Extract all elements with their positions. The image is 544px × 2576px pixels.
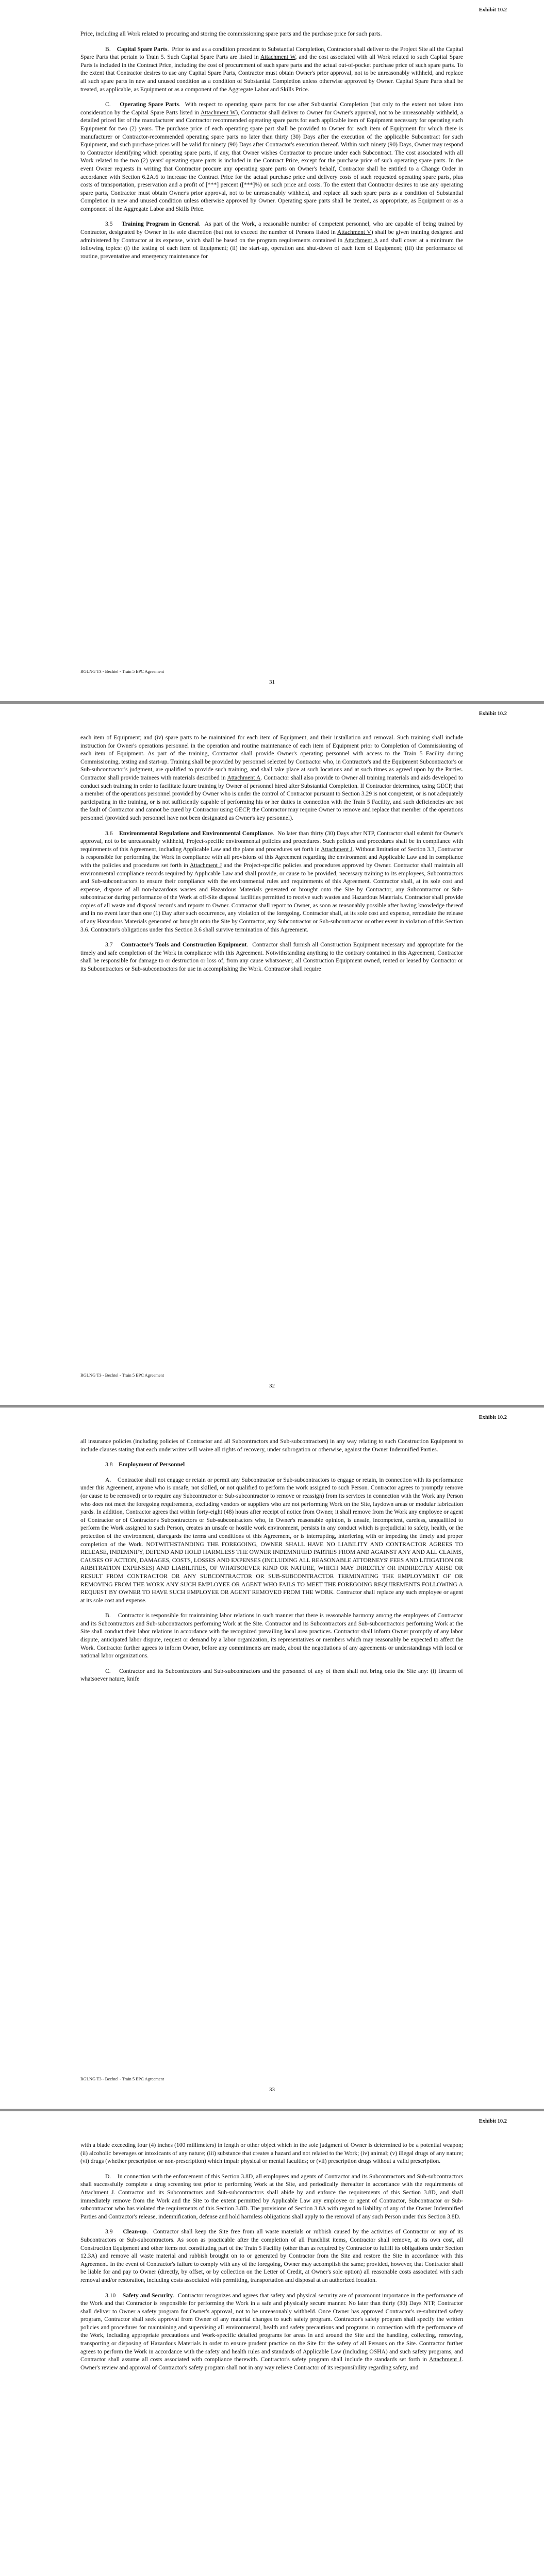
attachment-reference: Attachment A — [344, 236, 378, 244]
attachment-reference: Attachment J — [321, 845, 353, 853]
section-3-8 — [80, 1461, 463, 1469]
page-number: 33 — [269, 2087, 275, 2093]
paragraph-lead: 3.5 — [105, 221, 113, 228]
footer-label: RGLNG T3 - Bechtel - Train 5 EPC Agreement — [80, 2076, 164, 2081]
paragraph-lead: 3.10 — [105, 2292, 116, 2299]
footer-label: RGLNG T3 - Bechtel - Train 5 EPC Agreement — [80, 669, 164, 674]
page-body — [80, 1437, 463, 1690]
paragraph-text: Contractor shall not engage or retain or permit any Subcontractor or Sub-subcontractors to engage or retain, in connection with its performance under this Agreement, anyone who is unsafe, not skilled, or not qualified to perform the work assigned to such Person. Contractor agrees to promptly remove (or cause to be removed) or to require any Subcontractor or Sub-subcontractor to remove or reassign) from its services in connection with the Work any Person who does not meet the foregoing requirements, excluding vendors or suppliers who are not performing Work on the Site, laydown areas or modular fabrication yards. In addition, Contractor agrees that within forty-eight (48) hours after receipt of notice from Owner, it shall remove from the Work any employee or agent of Contractor or of Contractor's Subcontractors or Sub-subcontractors who, in Owner's reasonable opinion, is unsafe, incompetent, careless, unqualified to perform the Work assigned to such Person, creates an unsafe or hostile work environment, persists in any conduct which is prejudicial to safety, health, or the protection of the environment, disregards the terms and conditions of this Agreement, or is interrupting, interfering with or impeding the timely and proper completion of the Work. NOTWITHSTANDING THE FOREGOING, OWNER SHALL HAVE NO LIABILITY AND CONTRACTOR AGREES TO RELEASE, INDEMNIFY, DEFEND AND HOLD HARMLESS THE OWNER INDEMNIFIED PARTIES FROM AND AGAINST ANY AND ALL CLAIMS, CAUSES OF ACTION, DAMAGES, COSTS, LOSSES AND EXPENSES (INCLUDING ALL REASONABLE ATTORNEYS' FEES AND LITIGATION OR ARBITRATION EXPENSES) AND LIABILITIES, OF WHATSOEVER KIND OR NATURE, WHICH MAY DIRECTLY OR INDIRECTLY ARISE OR RESULT FROM CONTRACTOR OR ANY SUBCONTRACTOR OR SUB-SUBCONTRACTOR TERMINATING THE EMPLOYMENT OF OR REMOVING FROM THE WORK ANY SUCH EMPLOYEE OR AGENT WHO FAILS TO MEET THE FOREGOING REQUIREMENTS FOLLOWING A REQUEST BY OWNER TO HAVE SUCH EMPLOYEE OR AGENT REMOVED FROM THE WORK. Contractor shall replace any such employee or agent at its sole cost and expense. — [80, 1476, 464, 1604]
section-3-10: 3.10 Safety and Security. Contractor recognizes and agrees that safety and physical security are of paramount importance in the performance of the Work and that Contractor is responsible for performing the Work in a safe and physically secure manner. No later than thirty (30) Days NTP, Contractor shall deliver to Owner a safety program for Owner's approval, not to be unreasonably withheld. Once Owner has approved Contractor's re-submitted safety program, Contractor shall seek approval from Owner of any material changes to such safety program. Contractor's safety program shall specify the written policies and procedures for maintaining and supervising all environmental, health and safety precautions and programs in connection with the performance of the Work, including appropriate precautions and Work-specific detailed programs for areas in and around the Site and the handling, collecting, removing, transporting or disposing of Hazardous Materials in order to ensure prudent practice on the Site for the safety of all Persons on the Site. Contractor further agrees to perform the Work in accordance with the safety and health rules and standards of Applicable Law (including OSHA) and such safety programs, and Contractor shall assume all costs associated with compliance therewith. Contractor's safety program shall include the standards set forth in Attachment J. Owner's review and approval of Contractor's safety program shall not in any way relieve Contractor of its responsibility regarding safety, and — [80, 2292, 464, 2371]
page — [0, 704, 544, 1405]
paragraph-text: As part of the Work, a reasonable number of competent personnel, who are capable of being trained by Contractor, designated by Owner in its sole discretion (but not to exceed the number of Persons listed in Attachment V) shall be given training designed and administered by Contractor at its expense, which shall be based on the program requirements contained in Attachment A and shall cover at a minimum the following topics: (i) the testing of each item of Equipment; (ii) the start-up, operation and shut-down of each item of Equipment; (iii) the performance of routine, preventative and emergency maintenance for — [80, 221, 463, 260]
paragraph-lead: D. — [105, 2173, 111, 2180]
section-3-8a — [80, 1476, 463, 1605]
paragraph-text: With respect to operating spare parts for use after Substantial Completion (but only to the extent not taken into consideration by the Capital Spare Parts listed in Attachment W), Contractor shall deliver to Owner for Owner's approval, not to be unreasonably withheld, a detailed priced list of the manufacturer and Contractor recommended operating spare parts for each applicable item of Equipment necessary for operating such Equipment for two (2) years. The purchase price of each operating spare part shall be provided to Owner for each item of Equipment for which there is manufacturer or Contractor-recommended operating spare parts no later than thirty (30) Days after the execution of the applicable Subcontract for such Equipment, and such purchase prices will be valid for ninety (90) Days after Contractor's execution thereof. Within such ninety (90) Days, Owner may respond to Contractor identifying which operating spare parts, if any, that Owner wishes Contractor to procure under each Subcontract. The cost associated with all Work related to the two (2) years' operating spare parts is included in the Contract Price, except for the purchase price of such operating spare parts. In the event Owner requests in writing that Contractor procure any operating spare parts on Owner's behalf, Contractor shall be entitled to a Change Order in accordance with Section 6.2A.6 to increase the Contract Price for the actual purchase price and delivery costs of such requested operating spare parts, plus costs of transportation, preservation and a profit of [***] percent ([***]%) on such price and costs. To the extent that Contractor desires to use any operating spare parts, Contractor must obtain Owner's prior approval, not to be unreasonably withheld, and replace all such spare parts as a condition of Substantial Completion in new and unused condition unless otherwise approved by Owner. Operating spare parts shall be treated, as appropriate, as Equipment or as a component of the Aggregate Labor and Skills Price. — [80, 101, 463, 212]
page-body — [80, 30, 463, 267]
section-heading: Operating Spare Parts — [120, 101, 179, 108]
paragraph-lead: B. — [105, 1612, 111, 1619]
attachment-reference: Attachment W — [260, 54, 295, 61]
paragraph-lead: 3.8 — [105, 1461, 113, 1468]
page-number: 31 — [269, 679, 275, 685]
section-3-8d — [80, 2173, 463, 2221]
attachment-reference: Attachment J — [80, 2189, 114, 2196]
paragraph-lead: 3.7 — [105, 941, 113, 948]
paragraph — [80, 30, 463, 38]
paragraph-text: Contractor recognizes and agrees that safety and physical security are of paramount importance in the performance of the Work and that Contractor is responsible for performing the Work in a safe and physically secure manner. No later than thirty (30) Days NTP, Contractor shall deliver to Owner a safety program for Owner's approval, not to be unreasonably withheld. Once Owner has approved Contractor's re-submitted safety program, Contractor shall seek approval from Owner of any material changes to such safety program. Contractor's safety program shall specify the written policies and procedures for maintaining and supervising all environmental, health and safety precautions and programs in connection with the performance of the Work, including appropriate precautions and Work-specific detailed programs for areas in and around the Site and the handling, collecting, removing, transporting or disposing of Hazardous Materials in order to ensure prudent practice on the Site for the safety of all Persons on the Site. Contractor further agrees to perform the Work in accordance with the safety and health rules and standards of Applicable Law (including OSHA) and such safety programs, and Contractor shall assume all costs associated with compliance therewith. Contractor's safety program shall include the standards set forth in Attachment J. Owner's review and approval of Contractor's safety program shall not in any way relieve Contractor of its responsibility regarding safety, and — [80, 2292, 464, 2371]
attachment-reference: Attachment J — [428, 2356, 462, 2363]
section-heading: Contractor's Tools and Construction Equipment — [121, 941, 247, 948]
paragraph — [80, 1437, 463, 1453]
section-3-5: 3.5 Training Program in General. As part of the Work, a reasonable number of competent personnel, who are capable of being trained by Contractor, designated by Owner in its sole discretion (but not to exceed the number of Persons listed in Attachment V) shall be given training designed and administered by Contractor at its expense, which shall be based on the program requirements contained in Attachment A and shall cover at a minimum the following topics: (i) the testing of each item of Equipment; (ii) the start-up, operation and shut-down of each item of Equipment; (iii) the performance of routine, preventative and emergency maintenance for — [80, 221, 463, 260]
exhibit-label: Exhibit 10.2 — [479, 711, 507, 717]
section-heading: Safety and Security — [122, 2292, 173, 2299]
paragraph-text: Prior to and as a condition precedent to Substantial Completion, Contractor shall deliver to the Project Site all the Capital Spare Parts that pertain to Train 5. Such Capital Spare Parts are listed in Attachment W, and the cost associated with all Work related to such Capital Spare Parts is included in the Contract Price, including the cost of procurement of such spare parts and the actual out-of-pocket purchase price of such spare parts. To the extent that Contractor desires to use any Capital Spare Parts, Contractor must obtain Owner's prior approval, not to be unreasonably withheld, and replace all such spare parts in new and unused condition as a condition of Substantial Completion unless otherwise approved by Owner. Capital Spare Parts shall be treated, as applicable, as Equipment or as a component of the Aggregate Labor and Skills Price. — [80, 45, 464, 93]
paragraph-lead: A. — [105, 1476, 111, 1483]
section-heading: Capital Spare Parts — [117, 45, 168, 53]
section-3-7: 3.7 Contractor's Tools and Construction Equipment. Contractor shall furnish all Construction Equipment necessary and appropriate for the timely and safe completion of the Work in compliance with this Agreement. Notwithstanding anything to the contrary contained in this Agreement, Contractor shall be responsible for damage to or destruction or loss of, from any cause whatsoever, all Construction Equipment owned, rented or leased by Contractor or its Subcontractors or Sub-subcontractors for use in accomplishing the Work. Contractor shall require — [80, 941, 463, 973]
attachment-reference: Attachment A — [227, 774, 261, 781]
page-body — [80, 2141, 463, 2379]
paragraph-lead: C. — [105, 101, 111, 108]
paragraph-text: No later than thirty (30) Days after NTP, Contractor shall submit for Owner's approval, not to be unreasonably withheld, Project-specific environmental policies and procedures. Such policies and procedures shall be in compliance with requirements of this Agreement, including Applicable Law and the plans and procedures set forth in Attachment J. Without limitation of Section 3.3, Contractor is responsible for performing the Work in compliance with all provisions of this Agreement regarding the environment and Applicable Law and in compliance with the policies and procedures set forth in Attachment J and the Project-specific policies and procedures approved by Owner. Contractor shall maintain all environmental compliance records required by Applicable Law and shall provide, or cause to be provided, necessary training to its employees, Subcontractors and Sub-subcontractors to ensure their compliance with the environmental rules and requirements of this Agreement. Contractor shall, at its sole cost and expense, dispose of all non-hazardous wastes and Hazardous Materials generated or brought onto the Site by Contractor, any Subcontractor or Sub-subcontractor during performance of the Work at off-Site disposal facilities permitted to receive such wastes and Hazardous Materials. Contractor shall provide copies of all waste and disposal records and reports to Owner. Contractor shall report to Owner, as soon as reasonably possible after having knowledge thereof and in no event later than one (1) Day after such occurrence, any violation of the foregoing. Contractor shall, at its sole cost and expense, remediate the release of any Hazardous Materials generated or brought onto the Site by Contractor, any Subcontractor or Sub-subcontractor or other event in violation of this Section 3.6. Contractor's obligations under this Section 3.6 shall survive termination of this Agreement. — [80, 829, 464, 933]
page-body — [80, 734, 463, 980]
paragraph-text: Contractor is responsible for maintaining labor relations in such manner that there is reasonable harmony among the employees of Contractor and its Subcontractors and Sub-subcontractors performing Work at the Site. Contractor and its Subcontractors and Sub-subcontractors performing Work at the Site shall conduct their labor relations in accordance with the recognized prevailing local area practices. Contractor shall inform Owner promptly of any labor dispute, anticipated labor dispute, request or demand by a labor organization, its representatives or members which may reasonably be expected to affect the Work. Contractor further agrees to inform Owner, before any commitments are made, about the negotiations of any agreements or understandings with local or national labor organizations. — [80, 1612, 464, 1659]
section-heading: Clean-up — [123, 2228, 147, 2235]
page — [0, 1408, 544, 2109]
section-3-4c: C. Operating Spare Parts. With respect to operating spare parts for use after Substantial Completion (but only to the extent not taken into consideration by the Capital Spare Parts listed in Attachment W), Contractor shall deliver to Owner for Owner's approval, not to be unreasonably withheld, a detailed priced list of the manufacturer and Contractor recommended operating spare parts for each applicable item of Equipment necessary for operating such Equipment for two (2) years. The purchase price of each operating spare part shall be provided to Owner for each item of Equipment for which there is manufacturer or Contractor-recommended operating spare parts no later than thirty (30) Days after the execution of the applicable Subcontract for such Equipment, and such purchase prices will be valid for ninety (90) Days after Contractor's execution thereof. Within such ninety (90) Days, Owner may respond to Contractor identifying which operating spare parts, if any, that Owner wishes Contractor to procure under each Subcontract. The cost associated with all Work related to the two (2) years' operating spare parts is included in the Contract Price, except for the purchase price of such operating spare parts. In the event Owner requests in writing that Contractor procure any operating spare parts on Owner's behalf, Contractor shall be entitled to a Change Order in accordance with Section 6.2A.6 to increase the Contract Price for the actual purchase price and delivery costs of such requested operating spare parts, plus costs of transportation, preservation and a profit of [***] percent ([***]%) on such price and costs. To the extent that Contractor desires to use any operating spare parts, Contractor must obtain Owner's prior approval, not to be unreasonably withheld, and replace all such spare parts as a condition of Substantial Completion in new and unused condition unless otherwise approved by Owner. Operating spare parts shall be treated, as appropriate, as Equipment or as a component of the Aggregate Labor and Skills Price. — [80, 101, 463, 212]
footer-label: RGLNG T3 - Bechtel - Train 5 EPC Agreement — [80, 1372, 164, 1378]
paragraph-text: each item of Equipment; and (iv) spare parts to be maintained for each item of Equipment, and their installation and removal. Such training shall include instruction for Owner's operations personnel in the operation and routine maintenance of each item of Equipment prior to Completion of Commissioning of each item of Equipment. As part of the training, Contractor shall provide Owner's operating personnel with access to the Train 5 Facility during Commissioning, testing and start-up. Training shall be provided by personnel selected by Contractor who, in Contractor's and the Equipment Subcontractor's or Sub-subcontractor's judgment, are qualified to provide such training, and shall take place at such locations and at such times as agreed upon by the Parties. Contractor shall provide trainees with materials described in Attachment A. Contractor shall also provide to Owner all training materials and aids developed to conduct such training in order to facilitate future training by Owner of personnel hired after Substantial Completion. If Contractor determines, using GECP, that a member of the operations personnel provided by Owner who is under the control of Contractor pursuant to Section 3.29 is not competent, or is not adequately participating in the training, or is not sufficiently capable of performing his or her duties in connection with the Train 5 Facility, and such deficiencies are not the fault of Contractor and cannot be cured by Contractor using GECP, the Contractor may require Owner to remove and replace that member of the operations personnel (provided such personnel have not been designated as Owner's key personnel). — [80, 734, 464, 821]
exhibit-label: Exhibit 10.2 — [479, 2119, 507, 2124]
paragraph-text: Contractor shall furnish all Construction Equipment necessary and appropriate for the timely and safe completion of the Work in compliance with this Agreement. Notwithstanding anything to the contrary contained in this Agreement, Contractor shall be responsible for damage to or destruction or loss of, from any cause whatsoever, all Construction Equipment owned, rented or leased by Contractor or its Subcontractors or Sub-subcontractors for use in accomplishing the Work. Contractor shall require — [80, 941, 463, 973]
page — [0, 0, 544, 701]
section-3-8c — [80, 1667, 463, 1683]
attachment-reference: Attachment W — [200, 109, 236, 116]
paragraph — [80, 734, 463, 822]
attachment-reference: Attachment V — [337, 229, 371, 236]
paragraph-text: all insurance policies (including policies of Contractor and all Subcontractors and Sub-subcontractors) in any way relating to such Construction Equipment to include clauses stating that each underwriter will waive all rights of recovery, under subrogation or otherwise, against the Owner Indemnified Parties. — [80, 1438, 463, 1453]
section-3-4b: B. Capital Spare Parts. Prior to and as a condition precedent to Substantial Completion, Contractor shall deliver to the Project Site all the Capital Spare Parts that pertain to Train 5. Such Capital Spare Parts are listed in Attachment W, and the cost associated with all Work related to such Capital Spare Parts is included in the Contract Price, including the cost of procurement of such spare parts and the actual out-of-pocket purchase price of such spare parts. To the extent that Contractor desires to use any Capital Spare Parts, Contractor must obtain Owner's prior approval, not to be unreasonably withheld, and replace all such spare parts in new and unused condition as a condition of Substantial Completion unless otherwise approved by Owner. Capital Spare Parts shall be treated, as applicable, as Equipment or as a component of the Aggregate Labor and Skills Price. — [80, 45, 464, 93]
paragraph-text: Price, including all Work related to procuring and storing the commissioning spare parts and the purchase price for such parts. — [80, 30, 382, 37]
page-number: 32 — [269, 1383, 275, 1389]
exhibit-label: Exhibit 10.2 — [479, 7, 507, 13]
paragraph-lead: 3.9 — [105, 2228, 113, 2235]
paragraph-text: Contractor shall keep the Site free from all waste materials or rubbish caused by the activities of Contractor or any of its Subcontractors or Sub-subcontractors. As soon as practicable after the completion of all Punchlist items, Contractor shall remove, at its own cost, all Construction Equipment and other items not constituting part of the Train 5 Facility (other than as required by Contractor to fulfill its obligations under Section 12.3A) and remove all waste material and rubbish brought on to or generated by Contractor from the Site and restore the Site in accordance with this Agreement. In the event of Contractor's failure to comply with any of the foregoing, Owner may accomplish the same; provided, however, that Contractor shall be liable for and pay to Owner (directly, by offset, or by collection on the Letter of Credit, at Owner's sole option) all reasonable costs associated with such removal and/or restoration, including costs associated with permitting, transportation and disposal at an authorized location. — [80, 2228, 464, 2283]
section-heading: Employment of Personnel — [119, 1461, 185, 1468]
paragraph-lead: 3.6 — [105, 829, 113, 837]
page — [0, 2111, 544, 2576]
exhibit-label: Exhibit 10.2 — [479, 1415, 507, 1420]
paragraph-text: with a blade exceeding four (4) inches (100 millimeters) in length or other object which in the sole judgment of Owner is determined to be a potential weapon; (ii) alcoholic beverages or intoxicants of any nature; (iii) substance that creates a hazard and not related to the Work; (iv) animal; (v) illegal drugs of any nature; (vi) drugs (whether prescription or non-prescription) which impair physical or mental faculties; or (vii) prescription drugs without a valid prescription. — [80, 2142, 463, 2165]
section-heading: Environmental Regulations and Environmental Compliance — [119, 829, 273, 837]
attachment-reference: Attachment J — [189, 861, 222, 869]
section-3-9: 3.9 Clean-up. Contractor shall keep the Site free from all waste materials or rubbish caused by the activities of Contractor or any of its Subcontractors or Sub-subcontractors. As soon as practicable after the completion of all Punchlist items, Contractor shall remove, at its own cost, all Construction Equipment and other items not constituting part of the Train 5 Facility (other than as required by Contractor to fulfill its obligations under Section 12.3A) and remove all waste material and rubbish brought on to or generated by Contractor from the Site and restore the Site in accordance with this Agreement. In the event of Contractor's failure to comply with any of the foregoing, Owner may accomplish the same; provided, however, that Contractor shall be liable for and pay to Owner (directly, by offset, or by collection on the Letter of Credit, at Owner's sole option) all reasonable costs associated with such removal and/or restoration, including costs associated with permitting, transportation and disposal at an authorized location. — [80, 2228, 464, 2283]
paragraph-text: In connection with the enforcement of this Section 3.8D, all employees and agents of Contractor and its Subcontractors and Sub-subcontractors shall successfully complete a drug screening test prior to performing Work at the Site, and periodically thereafter in accordance with the requirements of Attachment J. Contractor and its Subcontractors and Sub-subcontractors shall abide by and enforce the requirements of this Section 3.8D, and shall immediately remove from the Work and the Site to the extent permitted by Applicable Law any employee or agent of Contractor, Subcontractor or Sub-subcontractor who has violated the requirements of this Section 3.8D. The provisions of Section 3.8A with regard to liability of any of the Owner Indemnified Parties and Contractor's release, indemnification, defense and hold harmless obligations shall apply to the removal of any such Person under this Section 3.8D. — [80, 2173, 463, 2220]
paragraph-lead: B. — [105, 45, 111, 53]
section-3-6: 3.6 Environmental Regulations and Environmental Compliance. No later than thirty (30) Days after NTP, Contractor shall submit for Owner's approval, not to be unreasonably withheld, Project-specific environmental policies and procedures. Such policies and procedures shall be in compliance with requirements of this Agreement, including Applicable Law and the plans and procedures set forth in Attachment J. Without limitation of Section 3.3, Contractor is responsible for performing the Work in compliance with all provisions of this Agreement regarding the environment and Applicable Law and in compliance with the policies and procedures set forth in Attachment J and the Project-specific policies and procedures approved by Owner. Contractor shall maintain all environmental compliance records required by Applicable Law and shall provide, or cause to be provided, necessary training to its employees, Subcontractors and Sub-subcontractors to ensure their compliance with the environmental rules and requirements of this Agreement. Contractor shall, at its sole cost and expense, dispose of all non-hazardous wastes and Hazardous Materials generated or brought onto the Site by Contractor, any Subcontractor or Sub-subcontractor during performance of the Work at off-Site disposal facilities permitted to receive such wastes and Hazardous Materials. Contractor shall provide copies of all waste and disposal records and reports to Owner. Contractor shall report to Owner, as soon as reasonably possible after having knowledge thereof and in no event later than one (1) Day after such occurrence, any violation of the foregoing. Contractor shall, at its sole cost and expense, remediate the release of any Hazardous Materials generated or brought onto the Site by Contractor, any Subcontractor or Sub-subcontractor or other event in violation of this Section 3.6. Contractor's obligations under this Section 3.6 shall survive termination of this Agreement. — [80, 829, 464, 933]
paragraph-text: Contractor and its Subcontractors and Sub-subcontractors and the personnel of any of them shall not bring onto the Site any: (i) firearm of whatsoever nature, knife — [80, 1667, 463, 1683]
paragraph-lead: C. — [105, 1667, 111, 1674]
paragraph — [80, 2141, 463, 2165]
section-heading: Training Program in General — [121, 221, 199, 228]
section-3-8b — [80, 1612, 463, 1660]
